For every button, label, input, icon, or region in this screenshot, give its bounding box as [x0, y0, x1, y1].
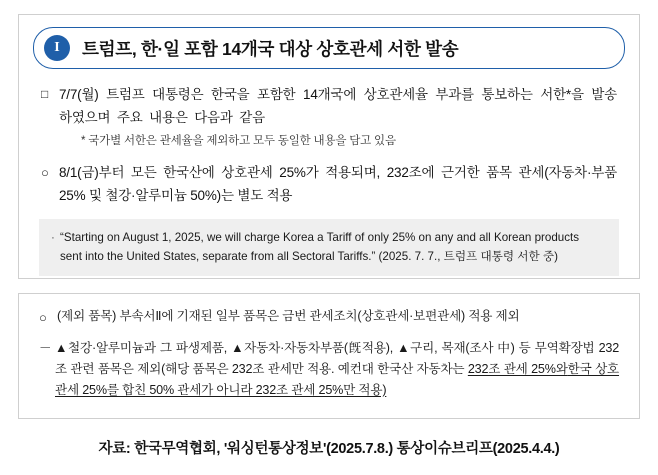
exclusion-text-plain: ▲철강·알루미늄과 그 파생제품, ▲자동차·자동차부품(旣적용), ▲구리, 목재(조사 中) 등 무역확장법 232조 관련 품목은 제외(해당 품목은 232조 관세만 적용. 예컨대 한국산 자동차는 — [55, 341, 619, 376]
footnote-text: * 국가별 서한은 관세율을 제외하고 모두 동일한 내용을 담고 있음 — [81, 135, 396, 147]
quote-bullet-icon: · — [51, 231, 55, 244]
list-item-text: (제외 품목) 부속서Ⅱ에 기재된 일부 품목은 금번 관세조치(상호관세·보편관세) 적용 제외 — [57, 309, 520, 323]
section-card-secondary — [18, 293, 640, 419]
quote-box — [39, 219, 619, 276]
bullet-square-icon: □ — [41, 87, 49, 101]
list-item — [39, 306, 619, 329]
list-item — [41, 83, 617, 129]
quote-line-2: sent into the United States, separate from all Sectoral Tariffs.” (2025. 7. 7., 트럼프 대통령 서한 중) — [60, 250, 558, 263]
page-title: 트럼프, 한·일 포함 14개국 대상 상호관세 서한 발송 — [82, 38, 459, 59]
exclusion-text-underlined-1: 232조 관세 25%와 — [467, 362, 568, 376]
bullet-dash-icon: － — [39, 341, 52, 355]
source-caption: 자료: 한국무역협회, '워싱턴통상정보'(2025.7.8.) 통상이슈브리프(2025.4.4.) — [98, 441, 560, 457]
section-number-badge: I — [44, 35, 70, 61]
section-title-bar — [33, 27, 625, 69]
list-item-text: 8/1(금)부터 모든 한국산에 상호관세 25%가 적용되며, 232조에 근거한 품목 관세(자동차·부품 25% 및 철강·알루미늄 50%)는 별도 적용 — [59, 165, 617, 203]
section-card-primary — [18, 14, 640, 279]
list-item — [39, 338, 619, 401]
list-item-text — [55, 338, 619, 401]
section-body-primary — [19, 69, 639, 207]
list-item — [41, 161, 617, 207]
quote-line-1: “Starting on August 1, 2025, we will charge Korea a Tariff of only 25% on any and all Korean products — [60, 231, 580, 244]
exclusion-text-underlined-2: 한국 상호관세 25%를 합친 50% 관세가 아니라 232조 관세 25%만 적용) — [55, 362, 620, 397]
bullet-circle-icon: ○ — [41, 165, 49, 180]
section-body-secondary — [19, 294, 639, 401]
bullet-circle-icon: ○ — [39, 310, 47, 325]
list-item-text: 7/7(월) 트럼프 대통령은 한국을 포함한 14개국에 상호관세율 부과를 통보하는 서한*을 발송하였으며 주요 내용은 다음과 같음 — [59, 87, 617, 125]
